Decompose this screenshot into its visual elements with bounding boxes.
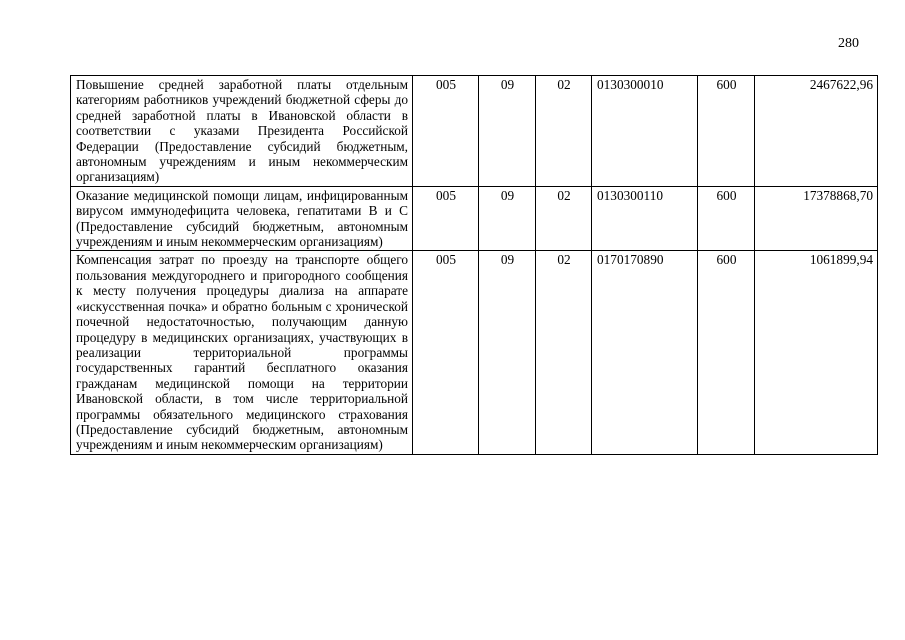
- row-description: Повышение средней заработной платы отдельным категориям работников учреждений бюджетной сферы до средней заработной платы в Ивановской области в соответствии с указами Президента Российской Федерации (Предоставление субсидий бюджетным, автономным учреждениям и иным некоммерческим организациям): [71, 76, 413, 187]
- table-row: [71, 186, 878, 251]
- target-article-code: 0130300110: [592, 186, 698, 251]
- section-code: 09: [479, 76, 536, 187]
- row-description: Компенсация затрат по проезду на транспорте общего пользования междугороднего и пригородного сообщения к месту получения процедуры диализа на аппарате «искусственная почка» и обратно больным с хронической почечной недостаточностью, получающим данную процедуру в медицинских организациях, участвующих в реализации территориальной программы государственных гарантий бесплатного оказания гражданам медицинской помощи на территории Ивановской области, в том числе территориальной программы обязательного медицинского страхования (Предоставление субсидий бюджетным, автономным учреждениям и иным некоммерческим организациям): [71, 251, 413, 454]
- expense-type-code: 600: [698, 251, 755, 454]
- budget-table: [70, 75, 878, 455]
- page-number: 280: [838, 36, 859, 51]
- subsection-code: 02: [536, 251, 592, 454]
- target-article-code: 0130300010: [592, 76, 698, 187]
- subsection-code: 02: [536, 76, 592, 187]
- subsection-code: 02: [536, 186, 592, 251]
- section-code: 09: [479, 186, 536, 251]
- expense-type-code: 600: [698, 186, 755, 251]
- ministry-code: 005: [413, 186, 479, 251]
- amount-value: 1061899,94: [755, 251, 878, 454]
- ministry-code: 005: [413, 251, 479, 454]
- section-code: 09: [479, 251, 536, 454]
- row-description: Оказание медицинской помощи лицам, инфицированным вирусом иммунодефицита человека, гепатитами B и C (Предоставление субсидий бюджетным, автономным учреждениям и иным некоммерческим организациям): [71, 186, 413, 251]
- table-row: [71, 251, 878, 454]
- table-row: [71, 76, 878, 187]
- target-article-code: 0170170890: [592, 251, 698, 454]
- expense-type-code: 600: [698, 76, 755, 187]
- ministry-code: 005: [413, 76, 479, 187]
- amount-value: 2467622,96: [755, 76, 878, 187]
- amount-value: 17378868,70: [755, 186, 878, 251]
